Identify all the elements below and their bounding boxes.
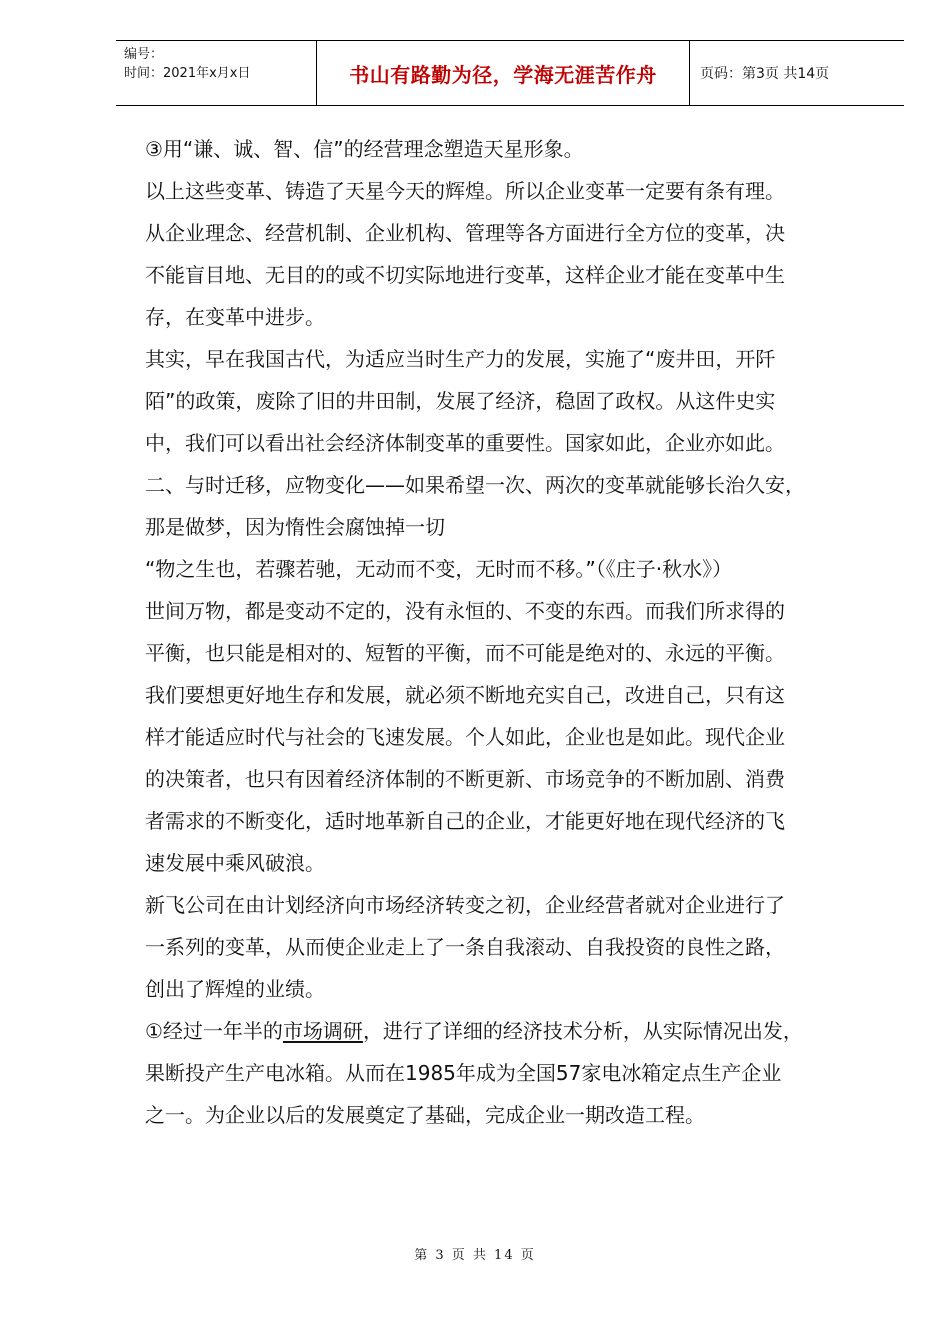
header-motto: 书山有路勤为径，学海无涯苦作舟 xyxy=(316,41,690,105)
text-line: 从企业理念、经营机制、企业机构、管理等各方面进行全方位的变革，决 xyxy=(145,221,785,245)
text-line: 存，在变革中进步。 xyxy=(145,305,325,329)
text-line: 我们要想更好地生存和发展，就必须不断地充实自己，改进自己，只有这 xyxy=(145,683,785,707)
serial-number-label: 编号： xyxy=(124,47,164,62)
text-line: 中，我们可以看出社会经济体制变革的重要性。国家如此，企业亦如此。 xyxy=(145,431,785,455)
text-line: 陌”的政策，废除了旧的井田制，发展了经济，稳固了政权。从这件史实 xyxy=(145,389,776,413)
text-line: 平衡，也只能是相对的、短暂的平衡，而不可能是绝对的、永远的平衡。 xyxy=(145,641,785,665)
text-line: 之一。为企业以后的发展奠定了基础，完成企业一期改造工程。 xyxy=(145,1103,705,1127)
text-line: ③用“谦、诚、智、信”的经营理念塑造天星形象。 xyxy=(145,137,584,161)
page-header xyxy=(116,40,904,106)
document-body xyxy=(145,128,875,1136)
underlined-term: 市场调研 xyxy=(282,1019,363,1043)
text-line: 的决策者，也只有因着经济体制的不断更新、市场竞争的不断加剧、消费 xyxy=(145,767,785,791)
time-label: 时间：2021年x月x日 xyxy=(124,66,251,81)
text-segment: ①经过一年半的 xyxy=(145,1019,283,1043)
text-line: 果断投产生产电冰箱。从而在1985年成为全国57家电冰箱定点生产企业 xyxy=(145,1061,782,1085)
text-line xyxy=(145,1010,875,1052)
text-line: 其实，早在我国古代，为适应当时生产力的发展，实施了“废井田，开阡 xyxy=(145,347,776,371)
text-segment: ，进行了详细的经济技术分析，从实际情况出发， xyxy=(362,1019,803,1043)
text-line: 不能盲目地、无目的的或不切实际地进行变革，这样企业才能在变革中生 xyxy=(145,263,785,287)
text-line: 新飞公司在由计划经济向市场经济转变之初，企业经营者就对企业进行了 xyxy=(145,893,785,917)
text-line: 样才能适应时代与社会的飞速发展。个人如此，企业也是如此。现代企业 xyxy=(145,725,785,749)
section-heading-line: 二、与时迁移，应物变化——如果希望一次、两次的变革就能够长治久安， xyxy=(145,473,805,497)
text-line: 者需求的不断变化，适时地革新自己的企业，才能更好地在现代经济的飞 xyxy=(145,809,785,833)
text-line: 以上这些变革、铸造了天星今天的辉煌。所以企业变革一定要有条有理。 xyxy=(145,179,785,203)
text-line: 速发展中乘风破浪。 xyxy=(145,851,325,875)
text-line: 世间万物，都是变动不定的，没有永恒的、不变的东西。而我们所求得的 xyxy=(145,599,785,623)
page-footer: 第 3 页 共 14 页 xyxy=(414,1248,536,1263)
header-page-info: 页码：第3页 共14页 xyxy=(700,66,830,82)
quote-line: “物之生也，若骤若驰，无动而不变，无时而不移。”（《庄子·秋水》） xyxy=(145,557,733,581)
text-line: 一系列的变革，从而使企业走上了一条自我滚动、自我投资的良性之路， xyxy=(145,935,785,959)
text-line: 那是做梦，因为惰性会腐蚀掉一切 xyxy=(145,515,445,539)
text-line: 创出了辉煌的业绩。 xyxy=(145,977,325,1001)
header-meta xyxy=(116,41,316,105)
